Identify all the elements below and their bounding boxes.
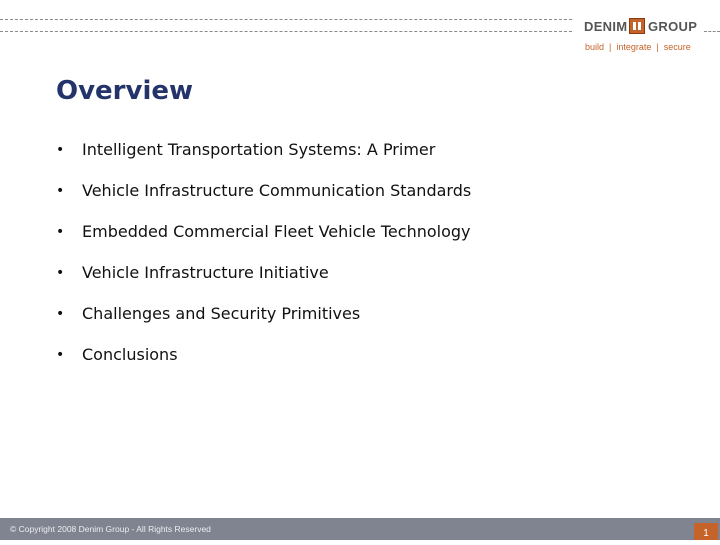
slide-title: Overview (56, 76, 194, 106)
header-dashed-line-bottom (0, 31, 572, 32)
list-item (56, 263, 471, 304)
bullet-text: Intelligent Transportation Systems: A Primer (82, 140, 436, 159)
bullet-list (56, 140, 471, 386)
denim-group-logo (584, 16, 716, 56)
bullet-icon: • (56, 224, 65, 240)
bullet-text: Embedded Commercial Fleet Vehicle Technology (82, 222, 471, 241)
list-item (56, 345, 471, 386)
footer-bar (0, 518, 720, 540)
list-item (56, 304, 471, 345)
logo-word-denim: DENIM (584, 19, 628, 34)
copyright-text: © Copyright 2008 Denim Group - All Rights Reserved (10, 524, 211, 534)
bullet-text: Challenges and Security Primitives (82, 304, 361, 323)
logo-word-group: GROUP (648, 19, 698, 34)
page-number: 1 (694, 523, 718, 540)
bullet-text: Vehicle Infrastructure Communication Standards (82, 181, 472, 200)
bullet-text: Vehicle Infrastructure Initiative (82, 263, 329, 282)
list-item (56, 181, 471, 222)
logo-tagline: build | integrate | secure (585, 42, 691, 52)
bullet-icon: • (56, 142, 65, 158)
header-dashed-line-top (0, 19, 572, 20)
logo-mark-icon (629, 18, 645, 34)
bullet-icon: • (56, 265, 65, 281)
list-item (56, 140, 471, 181)
bullet-icon: • (56, 183, 65, 199)
list-item (56, 222, 471, 263)
bullet-icon: • (56, 306, 65, 322)
bullet-text: Conclusions (82, 345, 178, 364)
bullet-icon: • (56, 347, 65, 363)
